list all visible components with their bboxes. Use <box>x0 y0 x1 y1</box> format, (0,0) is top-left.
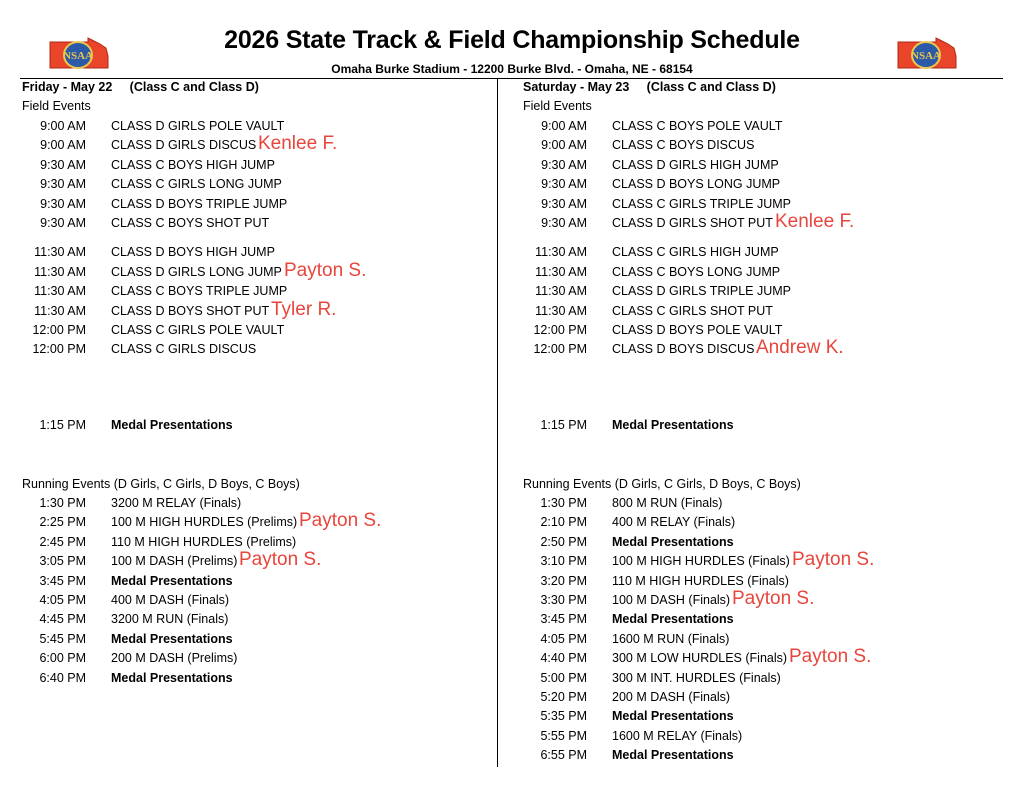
running-event-row <box>523 748 993 767</box>
event-name: CLASS C GIRLS HIGH JUMP <box>612 245 779 260</box>
event-name: CLASS D BOYS TRIPLE JUMP <box>111 196 288 211</box>
event-name: 100 M HIGH HURDLES (Finals) <box>612 554 790 569</box>
event-name: 3200 M RUN (Finals) <box>111 612 229 627</box>
event-time: 11:30 AM <box>34 264 86 279</box>
event-name: 100 M DASH (Finals) <box>612 593 731 607</box>
event-time: 5:00 PM <box>540 670 587 685</box>
event-name: CLASS C GIRLS POLE VAULT <box>111 323 285 337</box>
running-event-row <box>523 496 993 515</box>
running-event-row <box>523 690 993 709</box>
event-time: 2:45 PM <box>39 534 86 549</box>
event-time: 6:00 PM <box>39 651 86 666</box>
field-event-row <box>523 138 993 157</box>
event-time: 9:00 AM <box>541 138 587 153</box>
venue-subtitle: Omaha Burke Stadium - 12200 Burke Blvd. - Omaha, NE - 68154 <box>331 62 693 76</box>
field-event-row <box>523 177 993 196</box>
event-name: Medal Presentations <box>111 670 233 685</box>
event-time: 1:15 PM <box>39 418 86 432</box>
header-divider <box>20 78 1003 79</box>
medal-presentation-row <box>22 418 492 437</box>
running-event-row <box>523 671 993 690</box>
running-events-heading: Running Events (D Girls, C Girls, D Boys, C Boys) <box>22 477 300 491</box>
running-event-row <box>523 729 993 748</box>
event-time: 1:30 PM <box>39 496 86 510</box>
event-name: 100 M DASH (Prelims) <box>111 554 238 569</box>
athlete-note: Tyler R. <box>271 298 337 320</box>
event-name: CLASS D BOYS LONG JUMP <box>612 177 781 192</box>
field-event-row <box>22 119 492 138</box>
field-event-row <box>523 304 993 323</box>
event-time: 3:45 PM <box>39 573 86 588</box>
athlete-note: Andrew K. <box>756 337 844 359</box>
field-events-heading: Field Events <box>523 99 592 113</box>
event-time: 12:00 PM <box>533 342 587 357</box>
field-event-row <box>22 298 492 323</box>
event-time: 9:00 AM <box>40 119 86 133</box>
field-event-row <box>22 284 492 303</box>
field-event-row <box>22 216 492 235</box>
event-time: 3:10 PM <box>540 554 587 569</box>
running-events-heading: Running Events (D Girls, C Girls, D Boys, C Boys) <box>523 477 801 491</box>
field-event-row <box>22 259 492 284</box>
event-name: Medal Presentations <box>612 534 734 549</box>
day-heading: Friday - May 22 (Class C and Class D) <box>22 80 259 94</box>
field-event-row <box>22 323 492 342</box>
event-time: 9:30 AM <box>40 157 86 172</box>
event-name: CLASS C GIRLS TRIPLE JUMP <box>612 196 791 211</box>
event-time: 6:55 PM <box>540 748 587 763</box>
field-event-row <box>523 158 993 177</box>
event-name: CLASS C BOYS TRIPLE JUMP <box>111 284 288 299</box>
event-time: 4:05 PM <box>540 631 587 646</box>
event-time: 3:30 PM <box>540 593 587 607</box>
event-time: 11:30 AM <box>535 303 587 318</box>
athlete-note: Kenlee F. <box>258 133 338 155</box>
event-name: Medal Presentations <box>612 418 734 432</box>
athlete-note: Payton S. <box>239 549 322 571</box>
field-event-row <box>22 245 492 264</box>
running-event-row <box>22 671 492 690</box>
event-name: Medal Presentations <box>111 631 233 646</box>
event-time: 9:30 AM <box>40 177 86 192</box>
field-event-row <box>523 245 993 264</box>
event-name: CLASS C GIRLS SHOT PUT <box>612 303 773 318</box>
event-name: Medal Presentations <box>111 418 233 432</box>
event-time: 11:30 AM <box>34 284 86 299</box>
event-name: CLASS D GIRLS SHOT PUT <box>612 216 773 230</box>
event-name: Medal Presentations <box>612 612 734 627</box>
event-name: CLASS D BOYS DISCUS <box>612 342 755 357</box>
event-name: CLASS D GIRLS POLE VAULT <box>111 119 285 133</box>
event-time: 9:00 AM <box>541 119 587 133</box>
athlete-note: Payton S. <box>284 259 367 281</box>
athlete-note: Kenlee F. <box>775 211 855 232</box>
running-event-row <box>523 588 993 612</box>
running-event-row <box>523 709 993 728</box>
event-name: 400 M DASH (Finals) <box>111 593 230 607</box>
event-name: Medal Presentations <box>612 709 734 724</box>
event-name: CLASS D BOYS POLE VAULT <box>612 323 783 337</box>
event-time: 12:00 PM <box>32 342 86 357</box>
field-event-row <box>523 119 993 138</box>
medal-presentation-row <box>523 418 993 437</box>
event-time: 9:30 AM <box>40 216 86 230</box>
event-time: 3:20 PM <box>540 573 587 588</box>
event-name: CLASS C BOYS SHOT PUT <box>111 216 270 230</box>
running-event-row <box>22 593 492 612</box>
event-time: 2:50 PM <box>540 534 587 549</box>
field-event-row <box>22 197 492 216</box>
running-event-row <box>22 632 492 651</box>
running-event-row <box>523 632 993 651</box>
event-name: CLASS C GIRLS LONG JUMP <box>111 177 282 192</box>
event-time: 4:45 PM <box>39 612 86 627</box>
event-name: 400 M RELAY (Finals) <box>612 515 736 530</box>
event-name: 100 M HIGH HURDLES (Prelims) <box>111 515 298 530</box>
athlete-note: Payton S. <box>789 646 872 668</box>
event-name: 1600 M RELAY (Finals) <box>612 728 743 743</box>
event-name: Medal Presentations <box>612 748 734 763</box>
athlete-note: Payton S. <box>792 549 875 571</box>
running-event-row <box>523 612 993 631</box>
event-time: 5:45 PM <box>39 631 86 646</box>
event-time: 9:00 AM <box>40 138 86 153</box>
event-name: CLASS C BOYS POLE VAULT <box>612 119 783 133</box>
event-time: 11:30 AM <box>34 245 86 260</box>
event-name: CLASS C GIRLS DISCUS <box>111 342 257 357</box>
event-name: 110 M HIGH HURDLES (Finals) <box>612 573 789 588</box>
event-name: CLASS D GIRLS LONG JUMP <box>111 264 282 279</box>
event-time: 11:30 AM <box>535 245 587 260</box>
event-name: CLASS D BOYS HIGH JUMP <box>111 245 275 260</box>
field-event-row <box>22 158 492 177</box>
event-time: 3:45 PM <box>540 612 587 627</box>
svg-text:NSAA: NSAA <box>911 50 941 62</box>
field-event-row <box>523 337 993 361</box>
event-name: CLASS D GIRLS HIGH JUMP <box>612 157 779 172</box>
running-event-row <box>22 549 492 573</box>
event-time: 11:30 AM <box>535 284 587 299</box>
field-event-row <box>22 133 492 157</box>
event-time: 4:05 PM <box>39 593 86 607</box>
running-event-row <box>22 651 492 670</box>
event-time: 3:05 PM <box>39 554 86 569</box>
day-heading: Saturday - May 23 (Class C and Class D) <box>523 80 776 94</box>
event-time: 1:15 PM <box>540 418 587 432</box>
running-event-row <box>22 510 492 534</box>
event-time: 6:40 PM <box>39 670 86 685</box>
event-time: 11:30 AM <box>34 303 86 318</box>
event-time: 11:30 AM <box>535 264 587 279</box>
event-name: 1600 M RUN (Finals) <box>612 631 730 646</box>
event-time: 5:20 PM <box>540 690 587 704</box>
running-event-row <box>22 612 492 631</box>
event-name: 300 M LOW HURDLES (Finals) <box>612 651 788 666</box>
event-name: CLASS D GIRLS TRIPLE JUMP <box>612 284 791 299</box>
field-event-row <box>523 211 993 235</box>
event-time: 9:30 AM <box>541 196 587 211</box>
running-event-row <box>523 515 993 534</box>
event-name: 3200 M RELAY (Finals) <box>111 496 242 510</box>
event-time: 4:40 PM <box>540 651 587 666</box>
field-event-row <box>523 265 993 284</box>
field-event-row <box>523 197 993 216</box>
svg-text:NSAA: NSAA <box>63 50 93 62</box>
athlete-note: Payton S. <box>732 588 815 609</box>
event-name: CLASS D BOYS SHOT PUT <box>111 303 270 318</box>
running-event-row <box>523 535 993 554</box>
running-event-row <box>523 549 993 573</box>
running-event-row <box>523 646 993 670</box>
event-name: CLASS C BOYS HIGH JUMP <box>111 157 275 172</box>
field-event-row <box>523 284 993 303</box>
event-time: 9:30 AM <box>40 196 86 211</box>
event-time: 5:35 PM <box>540 709 587 724</box>
event-time: 9:30 AM <box>541 177 587 192</box>
field-event-row <box>22 177 492 196</box>
field-event-row <box>22 342 492 361</box>
event-name: 800 M RUN (Finals) <box>612 496 723 510</box>
page-title: 2026 State Track & Field Championship Schedule <box>224 26 800 54</box>
event-name: Medal Presentations <box>111 573 233 588</box>
running-event-row <box>22 574 492 593</box>
field-events-heading: Field Events <box>22 99 91 113</box>
event-name: 200 M DASH (Prelims) <box>111 651 238 666</box>
event-time: 1:30 PM <box>540 496 587 510</box>
event-name: CLASS C BOYS LONG JUMP <box>612 264 781 279</box>
running-event-row <box>22 496 492 515</box>
event-time: 9:30 AM <box>541 157 587 172</box>
event-name: 300 M INT. HURDLES (Finals) <box>612 670 781 685</box>
event-time: 9:30 AM <box>541 216 587 230</box>
event-time: 12:00 PM <box>533 323 587 337</box>
event-name: CLASS C BOYS DISCUS <box>612 138 755 153</box>
event-time: 5:55 PM <box>540 728 587 743</box>
event-name: 200 M DASH (Finals) <box>612 690 731 704</box>
event-time: 2:25 PM <box>39 515 86 530</box>
column-divider <box>497 79 498 767</box>
event-name: 110 M HIGH HURDLES (Prelims) <box>111 534 297 549</box>
event-time: 2:10 PM <box>540 515 587 530</box>
event-time: 12:00 PM <box>32 323 86 337</box>
athlete-note: Payton S. <box>299 510 382 532</box>
event-name: CLASS D GIRLS DISCUS <box>111 138 257 153</box>
